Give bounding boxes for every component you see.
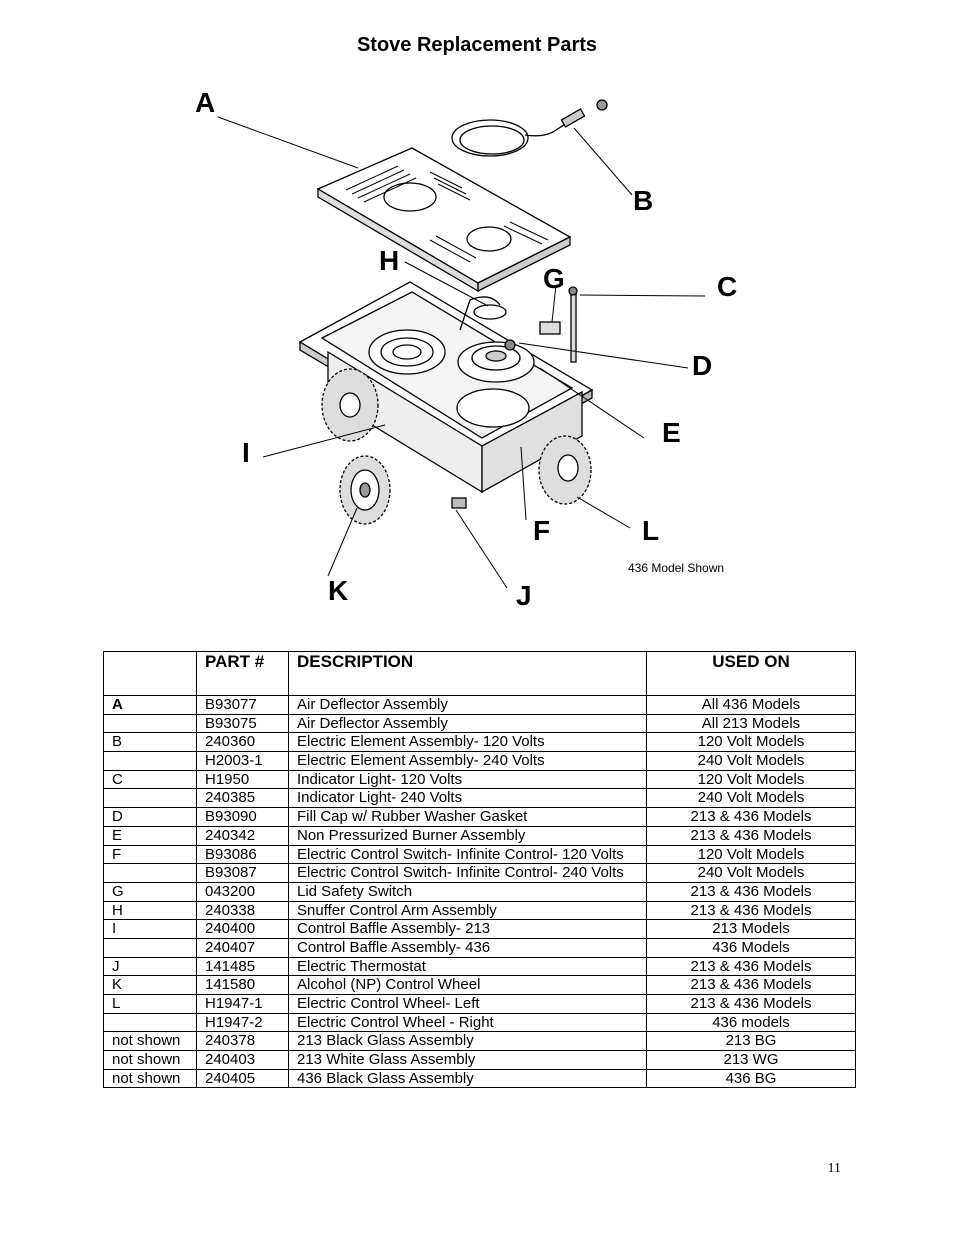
part-number: H1947-1 xyxy=(197,995,289,1014)
page-number: 11 xyxy=(827,1161,841,1176)
header-label xyxy=(104,652,197,696)
description: Alcohol (NP) Control Wheel xyxy=(289,976,647,995)
part-number: 240385 xyxy=(197,789,289,808)
row-label xyxy=(104,864,197,883)
part-number: B93075 xyxy=(197,714,289,733)
table-row xyxy=(104,864,856,883)
part-number: B93087 xyxy=(197,864,289,883)
row-label xyxy=(104,1013,197,1032)
used-on: 213 & 436 Models xyxy=(647,995,856,1014)
description: 213 White Glass Assembly xyxy=(289,1051,647,1070)
used-on: 213 & 436 Models xyxy=(647,808,856,827)
part-number: B93090 xyxy=(197,808,289,827)
used-on: All 436 Models xyxy=(647,696,856,715)
row-label: B xyxy=(104,733,197,752)
part-number: 043200 xyxy=(197,882,289,901)
table-header-row xyxy=(104,652,856,696)
description: Electric Control Wheel - Right xyxy=(289,1013,647,1032)
description: Indicator Light- 240 Volts xyxy=(289,789,647,808)
part-number: 141580 xyxy=(197,976,289,995)
used-on: 436 BG xyxy=(647,1069,856,1088)
description: 213 Black Glass Assembly xyxy=(289,1032,647,1051)
used-on: 213 & 436 Models xyxy=(647,882,856,901)
row-label: E xyxy=(104,826,197,845)
part-number: 240338 xyxy=(197,901,289,920)
row-label: J xyxy=(104,957,197,976)
table-row xyxy=(104,976,856,995)
table-row xyxy=(104,920,856,939)
part-number: 240360 xyxy=(197,733,289,752)
table-row xyxy=(104,957,856,976)
part-number: B93086 xyxy=(197,845,289,864)
electric-element-drawing xyxy=(452,100,607,156)
part-number: B93077 xyxy=(197,696,289,715)
description: Control Baffle Assembly- 213 xyxy=(289,920,647,939)
page-title: Stove Replacement Parts xyxy=(356,34,598,56)
description: Snuffer Control Arm Assembly xyxy=(289,901,647,920)
description: Electric Control Switch- Infinite Control- 240 Volts xyxy=(289,864,647,883)
header-part-number: PART # xyxy=(197,652,289,696)
description: Electric Element Assembly- 240 Volts xyxy=(289,752,647,771)
part-number: H1947-2 xyxy=(197,1013,289,1032)
control-wheel-left-drawing xyxy=(322,369,378,441)
used-on: 213 BG xyxy=(647,1032,856,1051)
table-row xyxy=(104,938,856,957)
diagram-caption: 436 Model Shown xyxy=(628,561,725,575)
part-number: 141485 xyxy=(197,957,289,976)
used-on: 436 models xyxy=(647,1013,856,1032)
table-row xyxy=(104,752,856,771)
table-row xyxy=(104,808,856,827)
row-label: not shown xyxy=(104,1051,197,1070)
description: Lid Safety Switch xyxy=(289,882,647,901)
row-label: F xyxy=(104,845,197,864)
table-row xyxy=(104,714,856,733)
callout-g: G xyxy=(543,263,565,294)
callout-d: D xyxy=(692,350,713,381)
part-number: 240378 xyxy=(197,1032,289,1051)
table-row xyxy=(104,696,856,715)
table-row xyxy=(104,826,856,845)
used-on: 120 Volt Models xyxy=(647,733,856,752)
description: Fill Cap w/ Rubber Washer Gasket xyxy=(289,808,647,827)
callout-j: J xyxy=(516,580,532,611)
table-row xyxy=(104,845,856,864)
callout-f: F xyxy=(533,515,551,546)
description: Indicator Light- 120 Volts xyxy=(289,770,647,789)
table-row xyxy=(104,1069,856,1088)
used-on: 240 Volt Models xyxy=(647,864,856,883)
used-on: 240 Volt Models xyxy=(647,752,856,771)
used-on: 436 Models xyxy=(647,938,856,957)
used-on: 213 WG xyxy=(647,1051,856,1070)
description: Electric Element Assembly- 120 Volts xyxy=(289,733,647,752)
callout-k: K xyxy=(328,575,349,606)
table-row xyxy=(104,733,856,752)
description: Electric Control Switch- Infinite Control- 120 Volts xyxy=(289,845,647,864)
row-label: A xyxy=(104,696,197,715)
table-row xyxy=(104,1013,856,1032)
description: Air Deflector Assembly xyxy=(289,696,647,715)
callout-b: B xyxy=(633,185,654,216)
description: Non Pressurized Burner Assembly xyxy=(289,826,647,845)
row-label xyxy=(104,789,197,808)
description: 436 Black Glass Assembly xyxy=(289,1069,647,1088)
part-number: 240405 xyxy=(197,1069,289,1088)
callout-a: A xyxy=(195,87,216,118)
header-used-on: USED ON xyxy=(647,652,856,696)
description: Electric Control Wheel- Left xyxy=(289,995,647,1014)
used-on: 213 & 436 Models xyxy=(647,957,856,976)
table-row xyxy=(104,1051,856,1070)
part-number: H2003-1 xyxy=(197,752,289,771)
description: Electric Thermostat xyxy=(289,957,647,976)
part-number: 240342 xyxy=(197,826,289,845)
row-label: I xyxy=(104,920,197,939)
table-row xyxy=(104,901,856,920)
used-on: 213 & 436 Models xyxy=(647,976,856,995)
header-description: DESCRIPTION xyxy=(289,652,647,696)
row-label: H xyxy=(104,901,197,920)
used-on: All 213 Models xyxy=(647,714,856,733)
used-on: 240 Volt Models xyxy=(647,789,856,808)
callout-i: I xyxy=(242,437,250,468)
used-on: 213 & 436 Models xyxy=(647,826,856,845)
row-label: C xyxy=(104,770,197,789)
row-label: L xyxy=(104,995,197,1014)
part-number: H1950 xyxy=(197,770,289,789)
used-on: 213 Models xyxy=(647,920,856,939)
part-number: 240407 xyxy=(197,938,289,957)
used-on: 120 Volt Models xyxy=(647,845,856,864)
row-label: D xyxy=(104,808,197,827)
row-label xyxy=(104,752,197,771)
row-label: K xyxy=(104,976,197,995)
used-on: 213 & 436 Models xyxy=(647,901,856,920)
control-wheel-front-drawing xyxy=(340,456,390,524)
part-number: 240400 xyxy=(197,920,289,939)
thermostat-drawing xyxy=(452,498,466,508)
control-wheel-right-drawing xyxy=(539,436,591,504)
table-row xyxy=(104,882,856,901)
row-label xyxy=(104,938,197,957)
callout-c: C xyxy=(717,271,738,302)
part-number: 240403 xyxy=(197,1051,289,1070)
callout-e: E xyxy=(662,417,681,448)
description: Air Deflector Assembly xyxy=(289,714,647,733)
row-label: not shown xyxy=(104,1032,197,1051)
callout-h: H xyxy=(379,245,400,276)
row-label xyxy=(104,714,197,733)
parts-table xyxy=(103,651,856,1088)
row-label: not shown xyxy=(104,1069,197,1088)
description: Control Baffle Assembly- 436 xyxy=(289,938,647,957)
table-row xyxy=(104,770,856,789)
callout-l: L xyxy=(642,515,660,546)
row-label: G xyxy=(104,882,197,901)
parts-table-body xyxy=(104,696,856,1088)
table-row xyxy=(104,995,856,1014)
air-deflector-drawing xyxy=(318,148,570,291)
used-on: 120 Volt Models xyxy=(647,770,856,789)
table-row xyxy=(104,789,856,808)
table-row xyxy=(104,1032,856,1051)
